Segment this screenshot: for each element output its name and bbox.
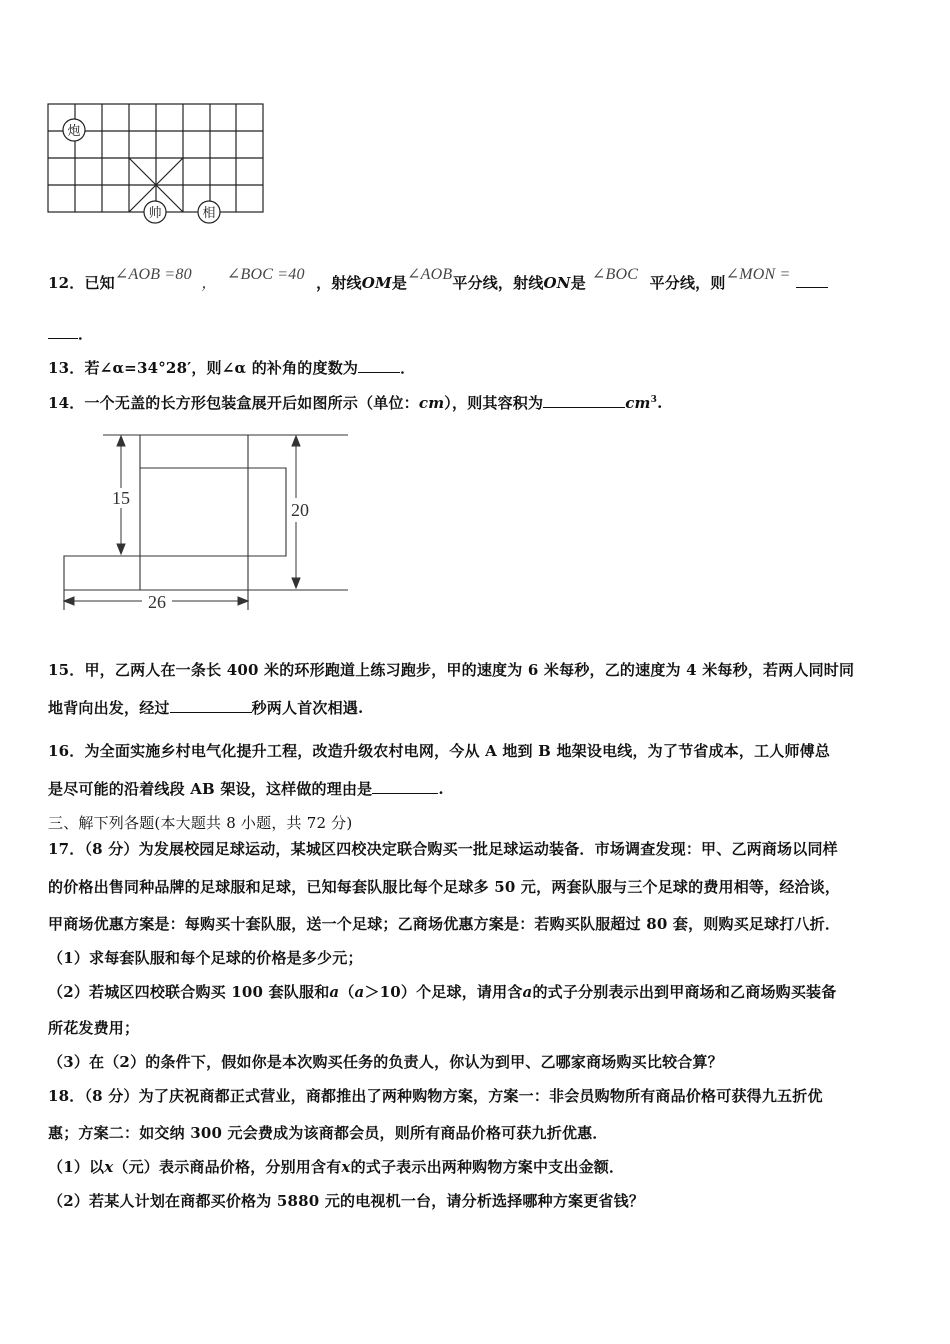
box-net-figure [56, 430, 356, 616]
question-18-part1 [48, 1156, 624, 1177]
q12-text-3: 是 [391, 274, 408, 292]
q15-text-2b: 秒两人首次相遇. [251, 699, 364, 717]
q18-p1-var-x: x [104, 1158, 114, 1176]
q17-p2-var-a-3: a [522, 983, 533, 1001]
q18-p1-text-b: （元）表示商品价格，分别用含有 [113, 1158, 342, 1176]
label-26: 26 [148, 592, 166, 612]
q12-comma: ， [201, 275, 218, 292]
q16-text-2b: . [438, 780, 444, 798]
question-17-line3: 甲商场优惠方案是：每购买十套队服，送一个足球；乙商场优惠方案是：若购买队服超过 80 套，则购买足球打八折． [48, 915, 841, 933]
q16-answer-blank[interactable] [372, 792, 438, 794]
question-17-line2: 的价格出售同种品牌的足球服和足球，已知每套队服比每个足球多 50 元，两套队服与三个足球的费用相等，经洽谈， [48, 878, 841, 896]
q13-end: ． [400, 359, 416, 377]
question-18-line2: 惠；方案二：如交纳 300 元会费成为该商都会员，则所有商品价格可获九折优惠． [48, 1124, 608, 1142]
section-3-heading: 三、解下列各题(本大题共 8 小题，共 72 分) [48, 814, 353, 832]
q14-unit-2: cm [625, 394, 651, 412]
q12-angle-boc: ∠BOC [591, 266, 639, 283]
piece-pao [63, 119, 85, 141]
q12-text-6: 平分线，则 [649, 274, 726, 292]
q12-angle-aob-value: ∠AOB =80 [114, 266, 192, 283]
q18-p1-var-x-2: x [341, 1158, 351, 1176]
q18-p1-text-c: 的式子表示出两种购物方案中支出金额． [350, 1158, 625, 1176]
label-15: 15 [112, 488, 130, 508]
q15-text-2a: 地背向出发，经过 [48, 699, 170, 717]
piece-shuai [144, 201, 166, 223]
q12-text-2: ，射线 [316, 274, 362, 292]
q12-text-4: 平分线，射线 [452, 274, 544, 292]
question-18-line1: 18．（8 分）为了庆祝商都正式营业，商都推出了两种购物方案，方案一：非会员购物所有商品价格可获得九五折优 [48, 1087, 823, 1105]
piece-xiang [198, 201, 220, 223]
question-17-part2 [48, 981, 836, 1002]
q18-p1-text-a: （1）以 [48, 1158, 105, 1176]
piece-pao-label: 炮 [67, 123, 81, 138]
label-20: 20 [291, 500, 309, 520]
q16-text: 16．为全面实施乡村电气化提升工程，改造升级农村电网，今从 A 地到 B 地架设电线，为了节省成本，工人师傅总 [48, 742, 831, 760]
question-12-line1 [48, 266, 828, 293]
q17-p2-var-a-2: a [354, 983, 365, 1001]
q14-text-2: ），则其容积为 [444, 394, 544, 412]
question-17-part2-line2: 所花发费用； [48, 1019, 140, 1037]
q12-angle-aob: ∠AOB [407, 266, 453, 283]
q15-answer-blank[interactable] [170, 711, 252, 713]
question-13 [48, 357, 415, 378]
question-17-line1: 17．（8 分）为发展校园足球运动，某城区四校决定联合购买一批足球运动装备．市场调查发现：甲、乙两商场以同样 [48, 840, 838, 858]
question-15-line1 [48, 659, 854, 680]
q12-angle-mon: ∠MON = [725, 266, 791, 283]
question-14 [48, 392, 663, 413]
q17-p2-text-c: ＞10）个足球，请用含 [364, 983, 523, 1001]
q14-end: . [657, 394, 663, 412]
q12-on: ON [543, 274, 571, 292]
question-16-line2 [48, 778, 444, 799]
q12-om: OM [361, 274, 392, 292]
piece-shuai-label: 帅 [148, 205, 162, 220]
q12-answer-blank-cont[interactable] [48, 337, 78, 339]
q16-text-2a: 是尽可能的沿着线段 AB 架设，这样做的理由是 [48, 780, 373, 798]
q12-text-5: 是 [570, 274, 586, 292]
q12-text-1: 已知 [84, 274, 115, 292]
q17-p2-var-a: a [329, 983, 340, 1001]
q13-text: 13．若∠α=34°28′，则∠α 的补角的度数为 [48, 359, 359, 377]
q14-unit: cm [418, 394, 445, 412]
question-16-line1 [48, 740, 830, 761]
q17-p2-text-a: （2）若城区四校联合购买 100 套队服和 [48, 983, 330, 1001]
q17-p2-text-b: （ [339, 983, 355, 1001]
q17-p2-text-d: 的式子分别表示出到甲商场和乙商场购买装备 [532, 983, 837, 1001]
q12-number: 12． [48, 274, 85, 292]
chess-board-figure [40, 96, 280, 232]
question-12-line2 [48, 323, 93, 344]
q14-superscript: 3 [650, 395, 658, 405]
q14-answer-blank[interactable] [543, 406, 625, 408]
q15-text: 15．甲，乙两人在一条长 400 米的环形跑道上练习跑步，甲的速度为 6 米每秒，乙的速度为 4 米每秒，若两人同时同 [48, 661, 855, 679]
q12-angle-boc-value: ∠BOC =40 [226, 266, 305, 283]
question-18-part2: （2）若某人计划在商都买价格为 5880 元的电视机一台，请分析选择哪种方案更省钱？ [48, 1192, 645, 1210]
question-17-part1: （1）求每套队服和每个足球的价格是多少元； [48, 949, 363, 967]
q12-end: ． [78, 325, 94, 343]
question-15-line2 [48, 697, 363, 718]
q13-answer-blank[interactable] [358, 371, 400, 373]
q14-text: 14．一个无盖的长方形包装盒展开后如图所示（单位： [48, 394, 419, 412]
piece-xiang-label: 相 [202, 205, 216, 220]
q12-answer-blank[interactable] [796, 286, 828, 288]
question-17-part3: （3）在（2）的条件下，假如你是本次购买任务的负责人，你认为到甲、乙哪家商场购买比较合算？ [48, 1053, 723, 1071]
